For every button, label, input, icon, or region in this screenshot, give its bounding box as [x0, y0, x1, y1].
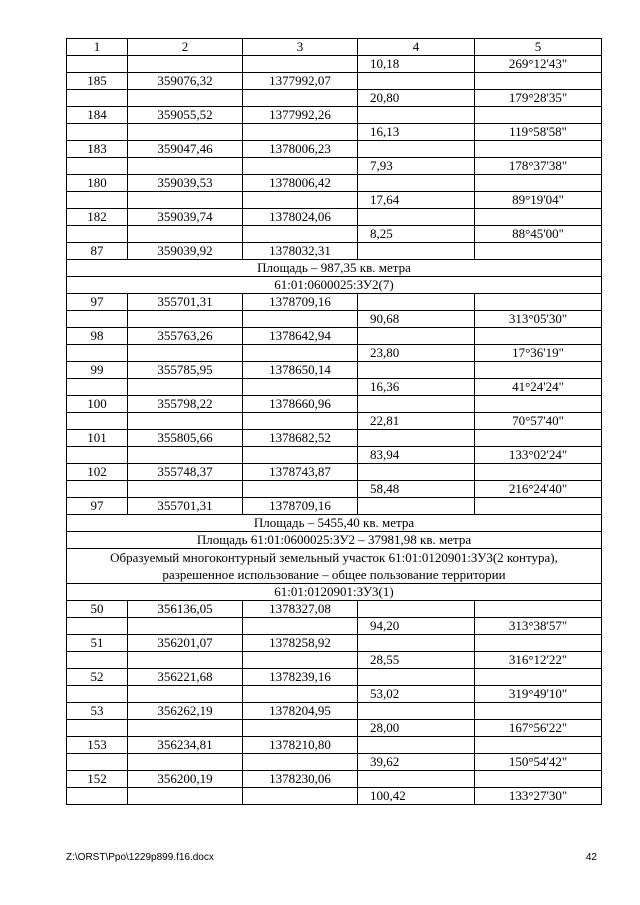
- table-cell: [243, 379, 358, 396]
- table-cell: 1377992,07: [243, 73, 358, 90]
- table-cell: 1378032,31: [243, 243, 358, 260]
- table-cell: 101: [67, 430, 128, 447]
- table-cell: 51: [67, 635, 128, 652]
- table-cell: [475, 498, 602, 515]
- table-cell: [358, 635, 475, 652]
- segment-row: [67, 413, 602, 430]
- table-cell: 100,42: [358, 788, 475, 805]
- table-cell: 87: [67, 243, 128, 260]
- table-cell: 102: [67, 464, 128, 481]
- table-cell: 180: [67, 175, 128, 192]
- section-heading: 61:01:0600025:ЗУ2(7): [67, 277, 602, 294]
- table-cell: 319°49'10": [475, 686, 602, 703]
- table-cell: 356234,81: [128, 737, 243, 754]
- table-cell: [358, 771, 475, 788]
- table-cell: 1378024,06: [243, 209, 358, 226]
- point-row: [67, 175, 602, 192]
- table-cell: 167°56'22": [475, 720, 602, 737]
- table-cell: [67, 311, 128, 328]
- segment-row: [67, 311, 602, 328]
- table-cell: [243, 158, 358, 175]
- table-cell: 70°57'40": [475, 413, 602, 430]
- header-col-4: 4: [358, 39, 475, 56]
- table-cell: 1378210,80: [243, 737, 358, 754]
- table-cell: 58,48: [358, 481, 475, 498]
- point-row: [67, 209, 602, 226]
- table-cell: [243, 754, 358, 771]
- table-cell: 20,80: [358, 90, 475, 107]
- table-cell: 269°12'43": [475, 56, 602, 73]
- table-cell: [67, 788, 128, 805]
- section-heading-row: [67, 584, 602, 601]
- table-cell: [475, 396, 602, 413]
- table-cell: [475, 669, 602, 686]
- segment-row: [67, 618, 602, 635]
- point-row: [67, 703, 602, 720]
- table-cell: 94,20: [358, 618, 475, 635]
- table-cell: 359055,52: [128, 107, 243, 124]
- table-cell: 1378743,87: [243, 464, 358, 481]
- table-cell: [243, 788, 358, 805]
- table-cell: 1378230,06: [243, 771, 358, 788]
- point-row: [67, 771, 602, 788]
- table-cell: 355701,31: [128, 294, 243, 311]
- table-cell: 356201,07: [128, 635, 243, 652]
- segment-row: [67, 226, 602, 243]
- table-cell: [475, 328, 602, 345]
- table-cell: 90,68: [358, 311, 475, 328]
- point-row: [67, 73, 602, 90]
- table-cell: 183: [67, 141, 128, 158]
- table-cell: [475, 635, 602, 652]
- segment-row: [67, 56, 602, 73]
- table-cell: [128, 447, 243, 464]
- table-cell: [475, 362, 602, 379]
- table-header-row: [67, 39, 602, 56]
- table-cell: 1378660,96: [243, 396, 358, 413]
- table-cell: [67, 652, 128, 669]
- table-cell: [358, 430, 475, 447]
- table-cell: [67, 618, 128, 635]
- table-cell: [128, 192, 243, 209]
- point-row: [67, 328, 602, 345]
- table-cell: [67, 413, 128, 430]
- table-cell: 1378709,16: [243, 294, 358, 311]
- table-cell: 153: [67, 737, 128, 754]
- table-cell: [67, 447, 128, 464]
- table-cell: 50: [67, 601, 128, 618]
- coordinates-table: [66, 38, 602, 805]
- table-cell: [358, 294, 475, 311]
- page-number: 42: [585, 852, 597, 863]
- segment-row: [67, 90, 602, 107]
- section-heading-row: [67, 260, 602, 277]
- table-cell: 356200,19: [128, 771, 243, 788]
- table-cell: [128, 652, 243, 669]
- table-cell: 133°27'30": [475, 788, 602, 805]
- table-cell: [475, 771, 602, 788]
- point-row: [67, 669, 602, 686]
- table-cell: [358, 175, 475, 192]
- table-cell: 184: [67, 107, 128, 124]
- table-cell: [358, 498, 475, 515]
- point-row: [67, 464, 602, 481]
- segment-row: [67, 652, 602, 669]
- table-cell: [128, 481, 243, 498]
- point-row: [67, 141, 602, 158]
- table-cell: [475, 175, 602, 192]
- table-cell: 316°12'22": [475, 652, 602, 669]
- table-cell: [243, 413, 358, 430]
- table-cell: [243, 192, 358, 209]
- segment-row: [67, 754, 602, 771]
- table-cell: [243, 652, 358, 669]
- table-cell: 355763,26: [128, 328, 243, 345]
- segment-row: [67, 788, 602, 805]
- point-row: [67, 498, 602, 515]
- segment-row: [67, 345, 602, 362]
- point-row: [67, 737, 602, 754]
- table-cell: 100: [67, 396, 128, 413]
- table-cell: 8,25: [358, 226, 475, 243]
- table-cell: [67, 56, 128, 73]
- header-col-3: 3: [243, 39, 358, 56]
- table-cell: [358, 107, 475, 124]
- table-cell: 216°24'40": [475, 481, 602, 498]
- table-cell: [243, 481, 358, 498]
- point-row: [67, 294, 602, 311]
- table-cell: 16,36: [358, 379, 475, 396]
- heading-line-1: Образуемый многоконтурный земельный участок 61:01:0120901:ЗУ3(2 контура),: [110, 550, 558, 565]
- table-cell: 179°28'35": [475, 90, 602, 107]
- table-cell: [243, 56, 358, 73]
- point-row: [67, 396, 602, 413]
- segment-row: [67, 481, 602, 498]
- table-cell: [243, 345, 358, 362]
- table-cell: 22,81: [358, 413, 475, 430]
- table-cell: 53: [67, 703, 128, 720]
- table-cell: [128, 754, 243, 771]
- table-cell: [358, 362, 475, 379]
- table-cell: [475, 107, 602, 124]
- table-cell: [358, 328, 475, 345]
- header-col-1: 1: [67, 39, 128, 56]
- table-cell: [128, 413, 243, 430]
- table-cell: 359076,32: [128, 73, 243, 90]
- table-cell: 185: [67, 73, 128, 90]
- table-cell: [358, 737, 475, 754]
- table-cell: 1378709,16: [243, 498, 358, 515]
- table-cell: [243, 447, 358, 464]
- table-cell: [243, 311, 358, 328]
- table-cell: [475, 601, 602, 618]
- table-cell: 356136,05: [128, 601, 243, 618]
- table-cell: 359039,92: [128, 243, 243, 260]
- table-cell: 52: [67, 669, 128, 686]
- table-cell: 16,13: [358, 124, 475, 141]
- section-heading: 61:01:0120901:ЗУ3(1): [67, 584, 602, 601]
- header-col-5: 5: [475, 39, 602, 56]
- table-cell: 182: [67, 209, 128, 226]
- table-cell: 356221,68: [128, 669, 243, 686]
- section-heading: Площадь – 5455,40 кв. метра: [67, 515, 602, 532]
- table-cell: 1378650,14: [243, 362, 358, 379]
- table-cell: [475, 294, 602, 311]
- table-cell: 359039,53: [128, 175, 243, 192]
- table-cell: [475, 243, 602, 260]
- table-cell: 23,80: [358, 345, 475, 362]
- table-cell: 98: [67, 328, 128, 345]
- table-cell: [128, 226, 243, 243]
- table-cell: 39,62: [358, 754, 475, 771]
- table-cell: [67, 754, 128, 771]
- segment-row: [67, 686, 602, 703]
- table-cell: [243, 226, 358, 243]
- table-cell: 1378239,16: [243, 669, 358, 686]
- table-cell: [128, 720, 243, 737]
- table-cell: [67, 686, 128, 703]
- table-cell: [358, 209, 475, 226]
- table-cell: [243, 124, 358, 141]
- table-cell: [358, 141, 475, 158]
- table-cell: 1378006,23: [243, 141, 358, 158]
- table-cell: [358, 464, 475, 481]
- table-cell: 1378006,42: [243, 175, 358, 192]
- table-cell: [67, 379, 128, 396]
- table-cell: [67, 720, 128, 737]
- table-cell: 10,18: [358, 56, 475, 73]
- section-heading-row: [67, 532, 602, 549]
- table-cell: 355798,22: [128, 396, 243, 413]
- table-cell: 359039,74: [128, 209, 243, 226]
- section-heading: Площадь 61:01:0600025:ЗУ2 – 37981,98 кв. метра: [67, 532, 602, 549]
- table-cell: 1378258,92: [243, 635, 358, 652]
- table-cell: [67, 226, 128, 243]
- table-cell: [128, 345, 243, 362]
- point-row: [67, 601, 602, 618]
- table-cell: 28,00: [358, 720, 475, 737]
- table-cell: [475, 73, 602, 90]
- table-cell: 17,64: [358, 192, 475, 209]
- file-path: Z:\ORST\Ppo\1229p899.f16.docx: [66, 852, 214, 863]
- table-cell: [67, 481, 128, 498]
- table-cell: [475, 464, 602, 481]
- table-cell: 313°38'57": [475, 618, 602, 635]
- table-cell: 359047,46: [128, 141, 243, 158]
- section-heading-row: [67, 549, 602, 584]
- segment-row: [67, 379, 602, 396]
- table-cell: [475, 430, 602, 447]
- table-cell: [128, 788, 243, 805]
- table-cell: [67, 90, 128, 107]
- table-cell: [67, 158, 128, 175]
- table-cell: [243, 720, 358, 737]
- segment-row: [67, 192, 602, 209]
- table-cell: [67, 345, 128, 362]
- table-cell: 133°02'24": [475, 447, 602, 464]
- table-cell: 1378204,95: [243, 703, 358, 720]
- table-cell: 178°37'38": [475, 158, 602, 175]
- table-cell: [128, 56, 243, 73]
- table-cell: 355785,95: [128, 362, 243, 379]
- table-cell: [475, 703, 602, 720]
- section-heading: Площадь – 987,35 кв. метра: [67, 260, 602, 277]
- point-row: [67, 635, 602, 652]
- table-cell: [128, 618, 243, 635]
- table-cell: [358, 73, 475, 90]
- table-cell: 313°05'30": [475, 311, 602, 328]
- table-cell: 83,94: [358, 447, 475, 464]
- table-cell: [243, 686, 358, 703]
- section-heading-row: [67, 515, 602, 532]
- table-cell: 1378682,52: [243, 430, 358, 447]
- table-cell: 355805,66: [128, 430, 243, 447]
- table-cell: [358, 703, 475, 720]
- table-cell: [475, 209, 602, 226]
- table-cell: [128, 158, 243, 175]
- section-heading-row: [67, 277, 602, 294]
- point-row: [67, 107, 602, 124]
- table-cell: 1377992,26: [243, 107, 358, 124]
- table-cell: [128, 124, 243, 141]
- table-cell: [67, 124, 128, 141]
- table-cell: 356262,19: [128, 703, 243, 720]
- table-cell: [358, 601, 475, 618]
- table-cell: 53,02: [358, 686, 475, 703]
- table-cell: 1378642,94: [243, 328, 358, 345]
- point-row: [67, 243, 602, 260]
- segment-row: [67, 158, 602, 175]
- table-cell: 89°19'04": [475, 192, 602, 209]
- table-cell: [128, 311, 243, 328]
- heading-line-2: разрешенное использование – общее пользование территории: [162, 567, 506, 582]
- segment-row: [67, 720, 602, 737]
- segment-row: [67, 447, 602, 464]
- table-cell: [475, 737, 602, 754]
- table-cell: [358, 669, 475, 686]
- header-col-2: 2: [128, 39, 243, 56]
- table-cell: 7,93: [358, 158, 475, 175]
- table-cell: [128, 686, 243, 703]
- table-cell: 97: [67, 498, 128, 515]
- table-cell: [128, 379, 243, 396]
- table-cell: 355701,31: [128, 498, 243, 515]
- section-heading: [67, 549, 602, 584]
- point-row: [67, 430, 602, 447]
- table-cell: 17°36'19": [475, 345, 602, 362]
- table-cell: 97: [67, 294, 128, 311]
- segment-row: [67, 124, 602, 141]
- table-cell: 28,55: [358, 652, 475, 669]
- table-cell: [243, 618, 358, 635]
- table-cell: 88°45'00": [475, 226, 602, 243]
- table-cell: [67, 192, 128, 209]
- point-row: [67, 362, 602, 379]
- table-cell: 355748,37: [128, 464, 243, 481]
- table-cell: 150°54'42": [475, 754, 602, 771]
- table-cell: [128, 90, 243, 107]
- table-cell: 119°58'58": [475, 124, 602, 141]
- table-cell: [243, 90, 358, 107]
- table-body: [67, 56, 602, 805]
- table-cell: 1378327,08: [243, 601, 358, 618]
- table-cell: 152: [67, 771, 128, 788]
- table-cell: 99: [67, 362, 128, 379]
- table-cell: 41°24'24": [475, 379, 602, 396]
- table-cell: [358, 243, 475, 260]
- table-cell: [358, 396, 475, 413]
- table-cell: [475, 141, 602, 158]
